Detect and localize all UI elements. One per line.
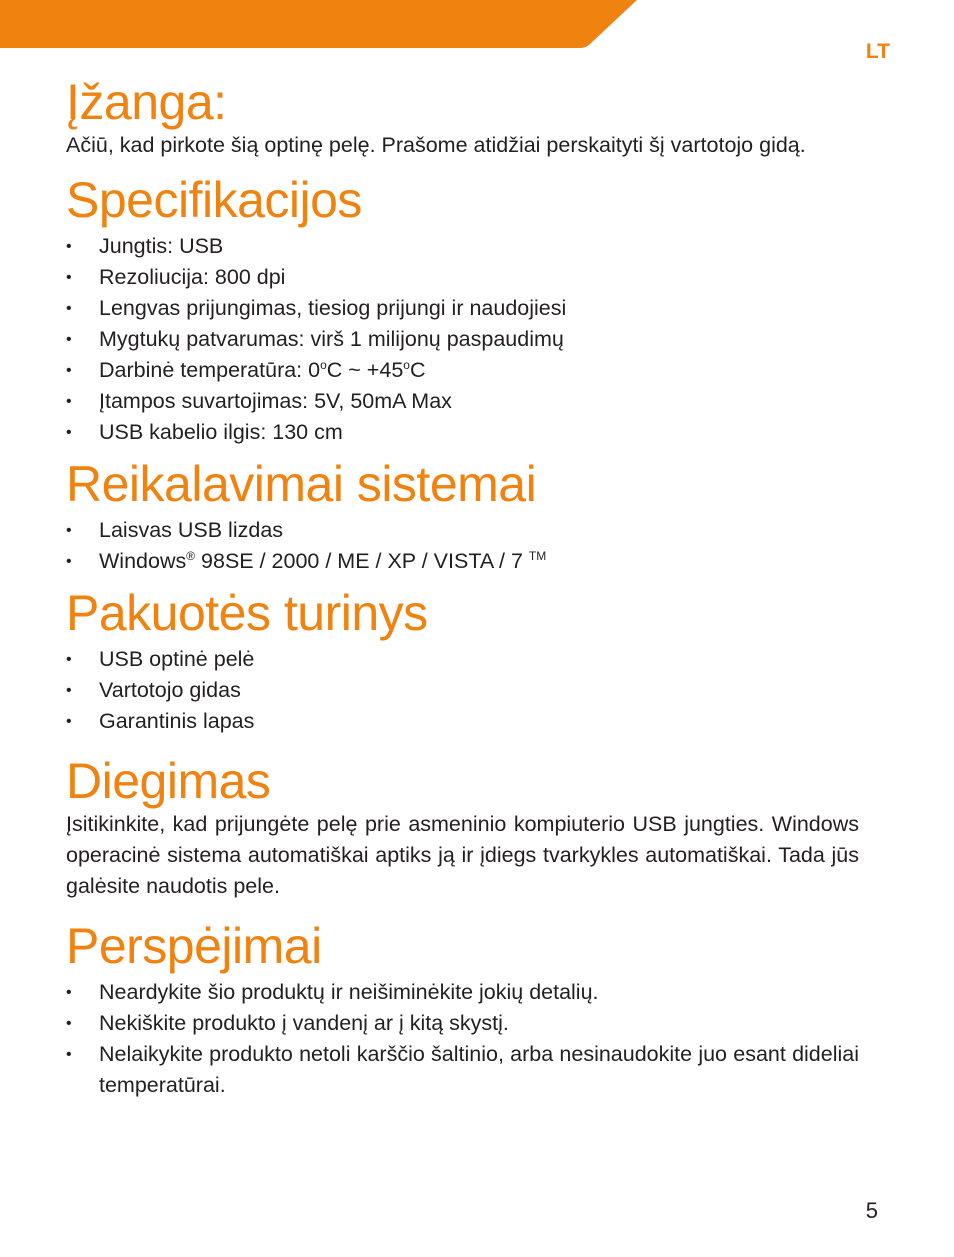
requirements-heading: Reikalavimai sistemai [66, 456, 537, 512]
bullet-icon: • [66, 682, 72, 699]
install-text: Įsitikinkite, kad prijungėte pelę prie asmeninio kompiuterio USB jungties. Windows operacinė sistema automatiškai aptiks ją ir įdiegs tvarkykles automatiškai. Tada jūs galėsite naudotis pele. [66, 812, 859, 898]
degree-sign: o [320, 357, 327, 372]
trademark-sign: TM [528, 548, 547, 563]
install-heading: Diegimas [66, 753, 271, 809]
list-item: • Nelaikykite produkto netoli karščio šaltinio, arba nesinaudokite juo esant dideliai temperatūrai. [66, 1039, 859, 1101]
bullet-icon: • [66, 424, 72, 441]
specs-list [66, 231, 859, 448]
list-item: • Nekiškite produkto į vandenį ar į kitą skystį. [66, 1008, 859, 1039]
bullet-icon: • [66, 393, 72, 410]
list-item: • Įtampos suvartojimas: 5V, 50mA Max [66, 386, 859, 417]
bullet-icon: • [66, 331, 72, 348]
intro-heading: Įžanga: [66, 74, 227, 130]
list-item: • Lengvas prijungimas, tiesiog prijungi ir naudojiesi [66, 293, 859, 324]
document-body [66, 74, 859, 1101]
bullet-icon: • [66, 522, 72, 539]
page-number: 5 [865, 1198, 878, 1223]
list-item: • USB optinė pelė [66, 644, 859, 675]
bullet-icon: • [66, 362, 72, 379]
bullet-icon: • [66, 1015, 72, 1032]
bullet-icon: • [66, 984, 72, 1001]
warnings-heading: Perspėjimai [66, 918, 322, 974]
registered-sign: ® [186, 548, 196, 563]
list-item: • Rezoliucija: 800 dpi [66, 262, 859, 293]
degree-sign: o [403, 357, 410, 372]
list-item: • USB kabelio ilgis: 130 cm [66, 417, 859, 448]
list-item: • Vartotojo gidas [66, 675, 859, 706]
list-item-temperature: • Darbinė temperatūra: 0$^o$C ~ $+45^oC$ [66, 355, 859, 386]
bullet-icon: • [66, 269, 72, 286]
bullet-icon: • [66, 238, 72, 255]
language-label: LT [865, 40, 890, 63]
package-list [66, 644, 859, 737]
list-item: • Laisvas USB lizdas [66, 515, 859, 546]
requirements-list [66, 515, 859, 577]
list-item: • Neardykite šio produktų ir neišiminėkite jokių detalių. [66, 977, 859, 1008]
specs-heading: Specifikacijos [66, 172, 362, 228]
warnings-list [66, 977, 859, 1101]
bullet-icon: • [66, 713, 72, 730]
list-item: • Garantinis lapas [66, 706, 859, 737]
bullet-icon: • [66, 300, 72, 317]
bullet-icon: • [66, 1046, 72, 1063]
list-item: • Jungtis: USB [66, 231, 859, 262]
package-heading: Pakuotės turinys [66, 585, 428, 641]
list-item-windows: • Windows® 98SE / 2000 / ME / XP / VISTA / 7 ™ [66, 546, 859, 577]
list-item: • Mygtukų patvarumas: virš 1 milijonų paspaudimų [66, 324, 859, 355]
bullet-icon: • [66, 651, 72, 668]
bullet-icon: • [66, 553, 72, 570]
top-orange-banner [0, 0, 640, 48]
intro-text: Ačiū, kad pirkote šią optinę pelę. Prašome atidžiai perskaityti šį vartotojo gidą. [66, 133, 806, 157]
